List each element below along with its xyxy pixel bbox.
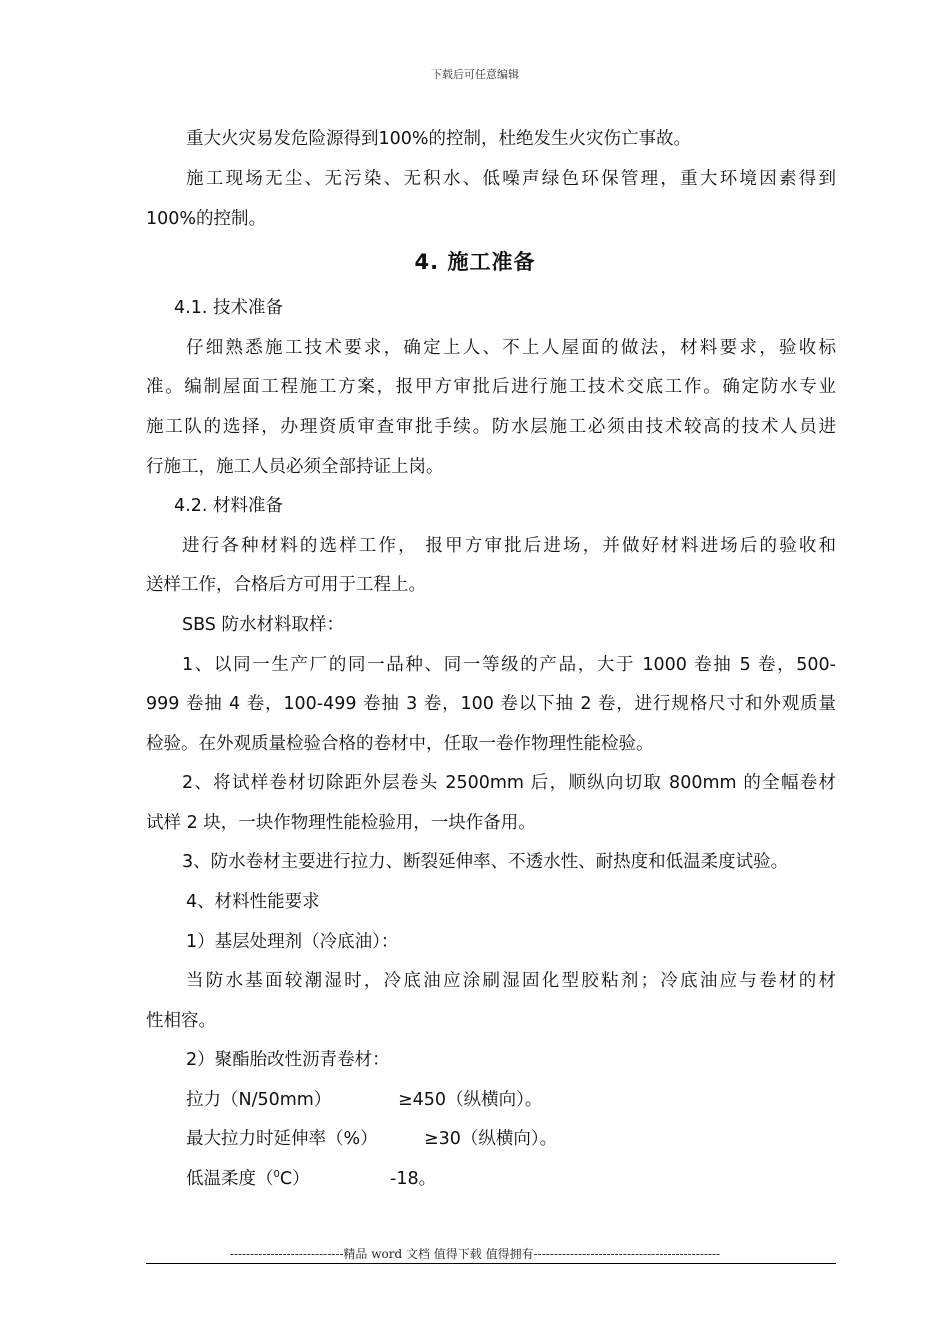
footer-rule [146, 1263, 836, 1264]
item-1-line-3: 检验。在外观质量检验合格的卷材中，任取一卷作物理性能检验。 [146, 734, 654, 754]
property-elongation-value: ≥30（纵横向）。 [424, 1129, 558, 1149]
subsection-title-tech-prep: 4.1. 技术准备 [174, 298, 283, 318]
property-tensile-value: ≥450（纵横向）。 [398, 1090, 543, 1110]
item-3: 3、防水卷材主要进行拉力、断裂延伸率、不透水性、耐热度和低温柔度试验。 [182, 852, 789, 872]
paragraph-tech-line-2: 准。编制屋面工程施工方案，报甲方审批后进行施工技术交底工作。确定防水专业 [146, 377, 836, 397]
sbs-sampling-title: SBS 防水材料取样： [182, 615, 344, 635]
low-temp-label-suffix: C） [279, 1169, 310, 1189]
subsection-title-material-prep: 4.2. 材料准备 [174, 496, 283, 516]
paragraph-environment-line-1: 施工现场无尘、无污染、无积水、低噪声绿色环保管理，重大环境因素得到 [186, 169, 836, 189]
page-header: 下载后可任意编辑 [431, 68, 519, 81]
item-1-line-1: 1、以同一生产厂的同一品种、同一等级的产品，大于 1000 卷抽 5 卷，500- [182, 655, 836, 675]
property-low-temp-label [186, 1167, 310, 1191]
section-title: 4. 施工准备 [414, 250, 536, 274]
item-4: 4、材料性能要求 [186, 892, 320, 912]
paragraph-material-line-1: 进行各种材料的选样工作， 报甲方审批后进场，并做好材料进场后的验收和 [182, 536, 836, 556]
sub-item-1-line-2: 性相容。 [146, 1011, 216, 1031]
paragraph-fire-control: 重大火灾易发危险源得到100%的控制，杜绝发生火灾伤亡事故。 [186, 129, 692, 149]
page-footer: ----------------------------精品 word 文档 值得下载 值得拥有---------------------------------------------- [229, 1247, 721, 1261]
low-temp-label-prefix: 低温柔度（ [186, 1169, 274, 1189]
low-temp-degree-superscript: 0 [273, 1169, 280, 1181]
sub-item-2-title: 2）聚酯胎改性沥青卷材： [186, 1050, 390, 1070]
paragraph-material-line-2: 送样工作，合格后方可用于工程上。 [146, 575, 426, 595]
sub-item-1-title: 1）基层处理剂（冷底油）： [186, 932, 399, 952]
paragraph-tech-line-1: 仔细熟悉施工技术要求，确定上人、不上人屋面的做法，材料要求，验收标 [186, 338, 836, 358]
paragraph-environment-line-2: 100%的控制。 [146, 209, 267, 229]
item-2-line-1: 2、将试样卷材切除距外层卷头 2500mm 后，顺纵向切取 800mm 的全幅卷材 [182, 773, 836, 793]
item-1-line-2: 999 卷抽 4 卷，100-499 卷抽 3 卷，100 卷以下抽 2 卷，进行规格尺寸和外观质量 [146, 694, 836, 714]
property-tensile-label: 拉力（N/50mm） [186, 1090, 332, 1110]
property-low-temp-value: -18。 [390, 1169, 437, 1189]
item-2-line-2: 试样 2 块，一块作物理性能检验用，一块作备用。 [146, 813, 536, 833]
paragraph-tech-line-4: 行施工，施工人员必须全部持证上岗。 [146, 457, 444, 477]
property-elongation-label: 最大拉力时延伸率（%） [186, 1129, 378, 1149]
paragraph-tech-line-3: 施工队的选择，办理资质审查审批手续。防水层施工必须由技术较高的技术人员进 [146, 417, 836, 437]
sub-item-1-line-1: 当防水基面较潮湿时，冷底油应涂刷湿固化型胶粘剂；冷底油应与卷材的材 [186, 971, 836, 991]
